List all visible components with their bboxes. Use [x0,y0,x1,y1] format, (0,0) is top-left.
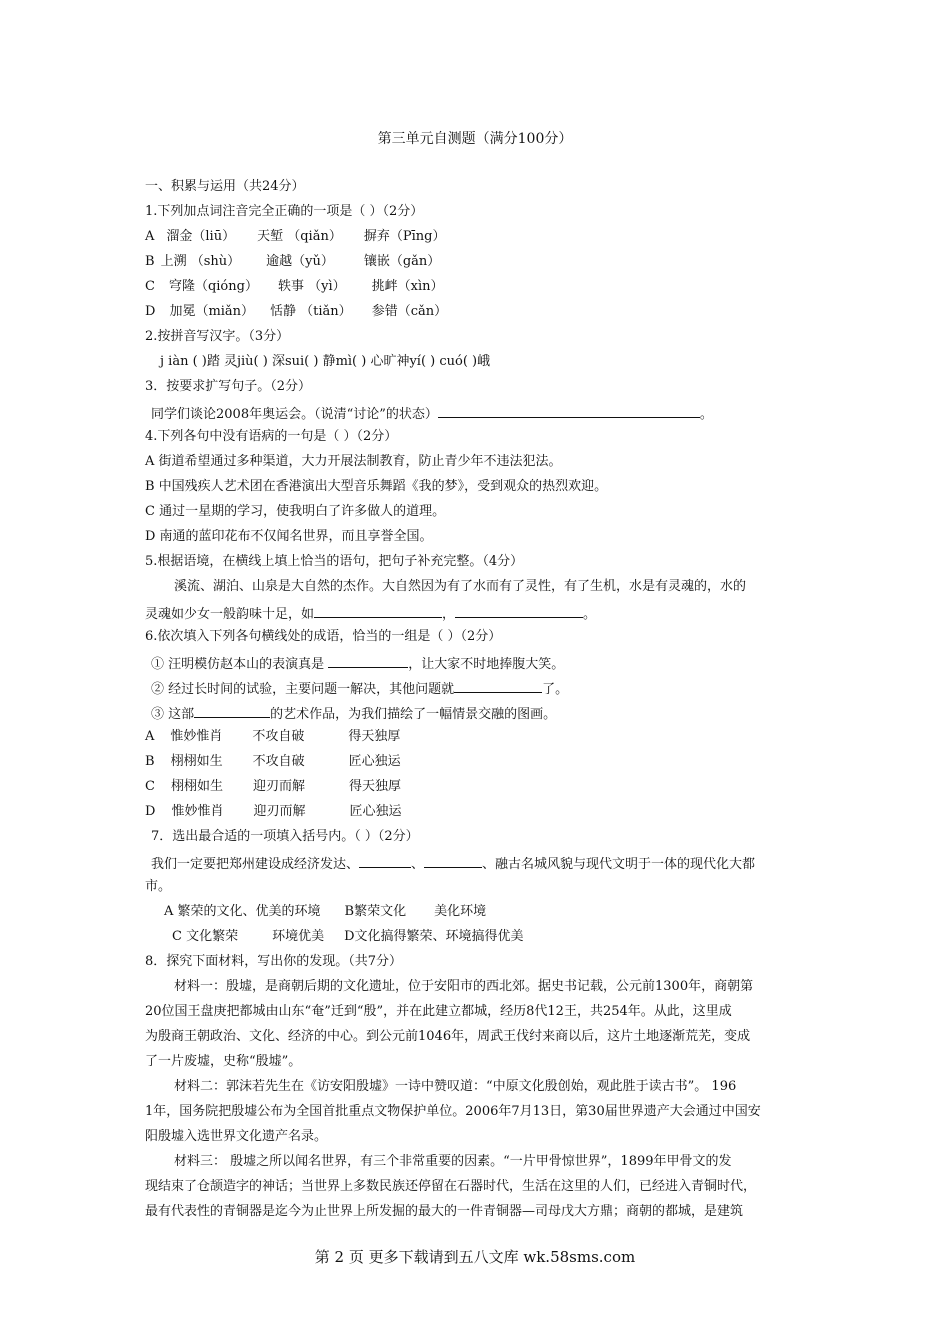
q8-material-1-line-4: 了一片废墟，史称“殷墟”。 [145,1054,302,1069]
q8-material-2-line-3: 阳殷墟入选世界文化遗产名录。 [145,1129,328,1144]
q1-stem: 1.下列加点词注音完全正确的一项是（ ）（2分） [145,204,424,219]
q5-blank-2[interactable] [455,603,583,618]
q3-answer-blank[interactable] [438,403,700,418]
q8-material-2-line-2: 1年，国务院把殷墟公布为全国首批重点文物保护单位。2006年7月13日，第30届世界遗产大会通过中国安 [145,1104,761,1119]
q8-material-3-line-2: 现结束了仓颉造字的神话；当世界上多数民族还停留在石器时代，生活在这里的人们，已经进入青铜时代， [145,1179,757,1194]
q7-blank-2[interactable] [424,853,482,868]
section-heading: 一、积累与运用（共24分） [145,179,305,194]
q5-stem: 5.根据语境，在横线上填上恰当的语句，把句子补充完整。（4分） [145,554,524,569]
q6-option-c: C 栩栩如生 迎刃而解 得天独厚 [145,779,401,794]
q2-stem: 2.按拼音写汉字。（3分） [145,329,290,344]
q6-option-d: D 惟妙惟肖 迎刃而解 匠心独运 [145,804,402,819]
q7-options-cd: C 文化繁荣 环境优美 D文化搞得繁荣、环境搞得优美 [172,929,524,944]
q6-blank-1[interactable] [328,653,408,668]
q1-option-c: C 穹隆（qióng） 轶事 （yì） 挑衅（xìn） [145,279,444,294]
q8-stem: 8．探究下面材料，写出你的发现。（共7分） [145,954,403,969]
q2-pinyin-line: j iàn ( )踏 灵jiù( ) 深sui( ) 静mì( ) 心旷神yí( ) cuó( )峨 [160,354,491,369]
q6-option-b: B 栩栩如生 不攻自破 匠心独运 [145,754,401,769]
page-footer: 第 2 页 更多下载请到五八文库 wk.58sms.com [314,1248,636,1266]
q6-sentence-2: ② 经过长时间的试验，主要问题一解决，其他问题就 了。 [151,678,568,699]
q8-material-2-line-1: 材料二：郭沫若先生在《访安阳殷墟》一诗中赞叹道：“中原文化殷创始，观此胜于读古书”。 196 [174,1079,737,1094]
q6-blank-3[interactable] [194,703,270,718]
q4-option-b: B 中国残疾人艺术团在香港演出大型音乐舞蹈《我的梦》，受到观众的热烈欢迎。 [145,479,608,494]
q7-stem: 7．选出最合适的一项填入括号内。（ ）（2分） [151,829,419,844]
q7-options-ab: A 繁荣的文化、优美的环境 B繁荣文化 美化环境 [164,904,487,919]
q6-sentence-3: ③ 这部 的艺术作品，为我们描绘了一幅情景交融的图画。 [151,703,556,724]
q7-sentence: 我们一定要把郑州建设成经济发达、 、 、融古名城风貌与现代文明于一体的现代化大都 [151,853,755,874]
q5-blank-1[interactable] [314,603,442,618]
q6-blank-2[interactable] [454,678,542,693]
q7-sentence-end: 市。 [145,879,172,894]
q3-sentence: 同学们谈论2008年奥运会。（说清“讨论”的状态） 。 [151,403,713,424]
q8-material-1-line-3: 为殷商王朝政治、文化、经济的中心。到公元前1046年，周武王伐纣来商以后，这片土地逐渐荒芜，变成 [145,1029,751,1044]
q6-stem: 6.依次填入下列各句横线处的成语，恰当的一组是（ ）（2分） [145,629,502,644]
q5-paragraph-2: 灵魂如少女一般韵味十足，如 ， 。 [145,603,596,624]
q8-material-1-line-1: 材料一：殷墟，是商朝后期的文化遗址，位于安阳市的西北郊。据史书记载，公元前1300年，商朝第 [174,979,754,994]
q5-paragraph-1: 溪流、湖泊、山泉是大自然的杰作。大自然因为有了水而有了灵性，有了生机，水是有灵魂的，水的 [174,579,747,594]
q4-option-a: A 街道希望通过多种渠道，大力开展法制教育，防止青少年不违法犯法。 [145,454,562,469]
q1-option-b: B 上溯 （shù） 逾越（yǔ） 镶嵌（gǎn） [145,254,441,269]
q4-option-d: D 南通的蓝印花布不仅闻名世界，而且享誉全国。 [145,529,433,544]
q1-option-d: D 加冕（miǎn） 恬静 （tiǎn） 参错（cǎn） [145,304,448,319]
q4-stem: 4.下列各句中没有语病的一句是（ ）（2分） [145,429,398,444]
q8-material-3-line-3: 最有代表性的青铜器是迄今为止世界上所发掘的最大的一件青铜器—司母戊大方鼎；商朝的都城，是建筑 [145,1204,744,1219]
q6-option-a: A 惟妙惟肖 不攻自破 得天独厚 [145,729,401,744]
q4-option-c: C 通过一星期的学习，使我明白了许多做人的道理。 [145,504,446,519]
q8-material-3-line-1: 材料三： 殷墟之所以闻名世界，有三个非常重要的因素。“一片甲骨惊世界”，1899年甲骨文的发 [174,1154,732,1169]
q3-stem: 3．按要求扩写句子。（2分） [145,379,312,394]
q1-option-a: A 溜金（liū） 天堑 （qiǎn） 摒弃（Pīng） [145,229,446,244]
q6-sentence-1: ① 汪明模仿赵本山的表演真是 ，让大家不时地捧腹大笑。 [151,653,564,674]
q7-blank-1[interactable] [359,853,411,868]
q8-material-1-line-2: 20位国王盘庚把都城由山东“奄”迁到“殷”，并在此建立都城，经历8代12王，共254年。从此，这里成 [145,1004,732,1019]
page-title: 第三单元自测题（满分100分） [377,131,573,147]
